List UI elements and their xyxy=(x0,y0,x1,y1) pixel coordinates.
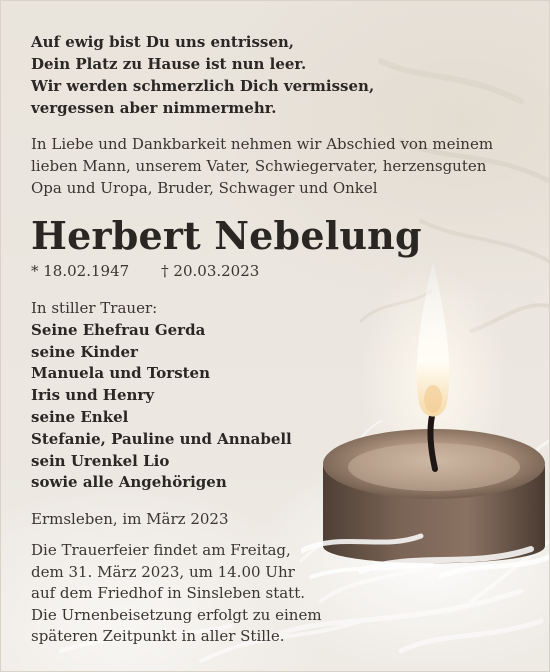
mourner-entry: Iris und Henry xyxy=(31,386,155,405)
death-date: † 20.03.2023 xyxy=(161,262,260,280)
memorial-verse xyxy=(31,31,374,119)
life-dates xyxy=(31,260,259,282)
verse-line: Auf ewig bist Du uns entrissen, xyxy=(31,33,295,51)
intro-line: In Liebe und Dankbarkeit nehmen wir Abschied von meinem xyxy=(31,135,494,153)
mourner-entry: sein Urenkel Lio xyxy=(31,451,170,470)
mourner-entry: Manuela und Torsten xyxy=(31,364,211,383)
notice-line: späteren Zeitpunkt in aller Stille. xyxy=(31,627,285,646)
verse-line: Wir werden schmerzlich Dich vermissen, xyxy=(31,77,375,95)
notice-line: auf dem Friedhof in Sinsleben statt. xyxy=(31,584,305,603)
notice-line: dem 31. März 2023, um 14.00 Uhr xyxy=(31,562,295,581)
verse-line: Dein Platz zu Hause ist nun leer. xyxy=(31,55,307,73)
mourners-list xyxy=(31,298,292,494)
intro-line: Opa und Uropa, Bruder, Schwager und Onkel xyxy=(31,179,378,197)
mourner-entry: seine Enkel xyxy=(31,407,129,426)
mourners-lead: In stiller Trauer: xyxy=(31,299,158,317)
funeral-notice xyxy=(31,540,322,648)
notice-line: Die Trauerfeier findet am Freitag, xyxy=(31,541,291,559)
intro-line: lieben Mann, unserem Vater, Schwiegervater, herzensguten xyxy=(31,157,487,175)
birth-date: * 18.02.1947 xyxy=(31,262,130,280)
candle-icon xyxy=(301,251,550,581)
farewell-intro xyxy=(31,133,493,199)
place-date: Ermsleben, im März 2023 xyxy=(31,510,229,528)
mourner-entry: seine Kinder xyxy=(31,342,138,361)
mourner-entry: Stefanie, Pauline und Annabell xyxy=(31,429,292,448)
deceased-name: Herbert Nebelung xyxy=(31,213,422,258)
mourner-entry: Seine Ehefrau Gerda xyxy=(31,320,206,339)
mourner-entry: sowie alle Angehörigen xyxy=(31,473,227,492)
notice-line: Die Urnenbeisetzung erfolgt zu einem xyxy=(31,605,322,624)
verse-line: vergessen aber nimmermehr. xyxy=(31,99,277,117)
